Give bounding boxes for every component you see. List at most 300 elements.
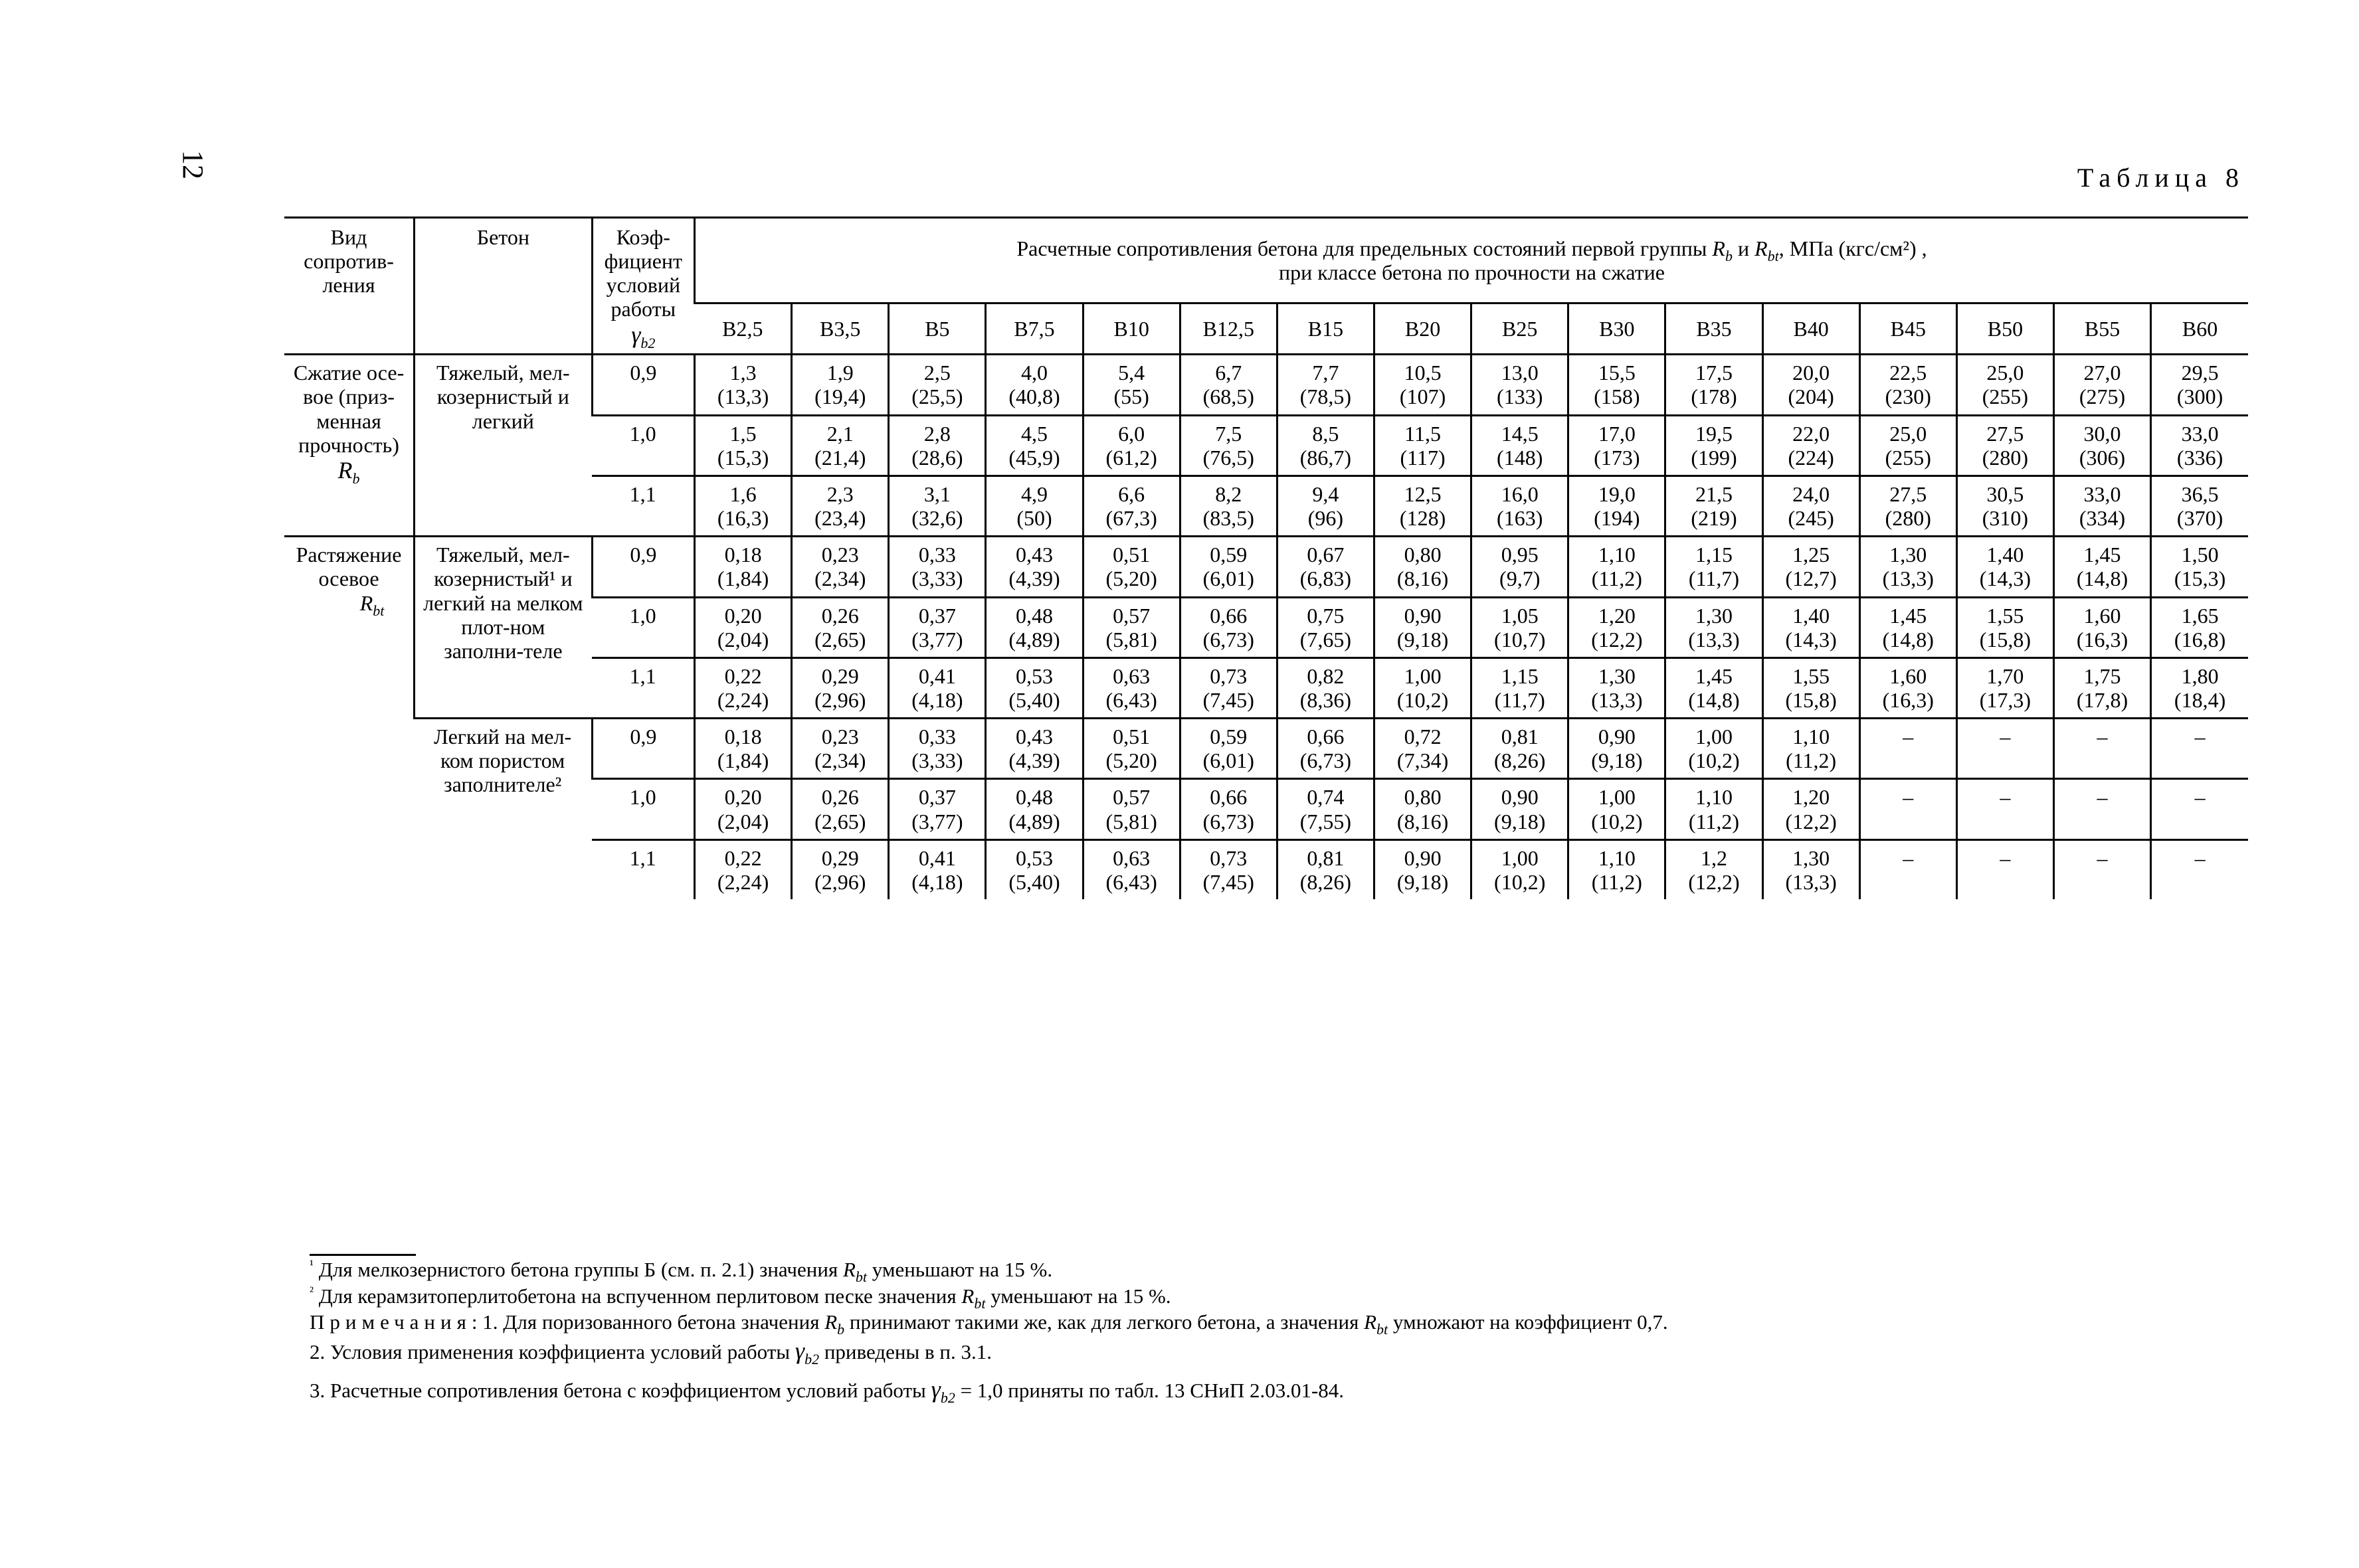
value-mpa: 3,1 bbox=[923, 481, 951, 506]
value-cell bbox=[1859, 537, 1956, 597]
value-mpa: 0,73 bbox=[1210, 663, 1248, 688]
value-cell bbox=[2151, 415, 2248, 476]
value-mpa: 1,10 bbox=[1598, 543, 1636, 567]
class-header-cell: B40 bbox=[1762, 303, 1859, 355]
value-mpa: 29,5 bbox=[2181, 361, 2219, 385]
class-header-cell: B45 bbox=[1859, 303, 1956, 355]
value-kgf: (50) bbox=[1016, 506, 1052, 531]
value-mpa: 1,3 bbox=[729, 361, 757, 385]
resistance-type-subscript: bt bbox=[373, 602, 385, 619]
value-mpa: 0,29 bbox=[821, 663, 859, 688]
value-cell bbox=[2151, 476, 2248, 536]
value-kgf: (40,8) bbox=[1008, 385, 1060, 409]
value-kgf: (8,16) bbox=[1396, 809, 1449, 833]
value-mpa: 0,66 bbox=[1307, 725, 1345, 749]
value-mpa: 0,80 bbox=[1404, 785, 1442, 810]
class-header-cell: B50 bbox=[1956, 303, 2053, 355]
value-cell bbox=[1762, 355, 1859, 415]
header-resistance-type: Вид сопротив-ления bbox=[284, 218, 415, 355]
value-kgf: (173) bbox=[1594, 445, 1640, 470]
value-kgf: (19,4) bbox=[814, 385, 866, 409]
value-kgf: (67,3) bbox=[1105, 506, 1157, 531]
value-mpa: 5,4 bbox=[1118, 361, 1145, 385]
value-mpa: 0,22 bbox=[724, 845, 762, 870]
value-mpa: 1,45 bbox=[2083, 543, 2121, 567]
table-caption: Таблица 8 bbox=[2077, 163, 2245, 193]
span-title-text: Расчетные сопротивления бетона для предельных состояний первой группы bbox=[1016, 236, 1713, 260]
rbt-subscript: bt bbox=[1767, 247, 1779, 264]
value-cell bbox=[1083, 597, 1180, 657]
value-mpa: 1,40 bbox=[1986, 543, 2024, 567]
value-mpa: 24,0 bbox=[1792, 481, 1830, 506]
value-cell bbox=[695, 476, 792, 536]
value-cell bbox=[1083, 537, 1180, 597]
value-cell bbox=[1180, 355, 1277, 415]
value-cell bbox=[1568, 839, 1665, 899]
value-kgf: (158) bbox=[1594, 385, 1640, 409]
value-cell bbox=[1471, 537, 1568, 597]
value-kgf: (133) bbox=[1497, 385, 1543, 409]
value-mpa: 0,43 bbox=[1016, 543, 1053, 567]
value-mpa: 0,75 bbox=[1307, 603, 1345, 628]
value-mpa: 2,5 bbox=[923, 361, 951, 385]
value-kgf: (17,3) bbox=[1979, 688, 2031, 713]
value-kgf: (11,2) bbox=[1786, 748, 1837, 773]
value-mpa: 0,90 bbox=[1598, 725, 1636, 749]
value-mpa: 0,90 bbox=[1501, 785, 1539, 810]
value-cell bbox=[1665, 537, 1762, 597]
value-kgf: (3,77) bbox=[911, 627, 963, 652]
value-mpa: 0,18 bbox=[724, 543, 762, 567]
resistance-table-container bbox=[284, 217, 2248, 899]
value-mpa: 0,37 bbox=[918, 785, 956, 810]
value-kgf: (194) bbox=[1594, 506, 1640, 531]
value-mpa: 6,0 bbox=[1118, 421, 1145, 446]
value-cell bbox=[889, 476, 986, 536]
value-cell bbox=[1665, 657, 1762, 718]
footnote-1-subscript: bt bbox=[855, 1268, 868, 1285]
value-mpa: – bbox=[2194, 725, 2206, 749]
value-cell bbox=[1956, 537, 2053, 597]
value-cell bbox=[2053, 476, 2150, 536]
page-number: 12 bbox=[177, 150, 209, 179]
value-kgf: (5,40) bbox=[1008, 688, 1060, 713]
value-kgf: (15,3) bbox=[717, 445, 769, 470]
value-kgf: (55) bbox=[1113, 385, 1149, 409]
value-cell bbox=[1859, 839, 1956, 899]
class-header-cell: B7,5 bbox=[986, 303, 1083, 355]
value-mpa: 1,00 bbox=[1501, 845, 1539, 870]
class-header-cell: B12,5 bbox=[1180, 303, 1277, 355]
value-kgf: (8,26) bbox=[1299, 869, 1352, 894]
value-mpa: – bbox=[2000, 785, 2011, 810]
value-cell bbox=[1568, 719, 1665, 779]
value-cell bbox=[1568, 355, 1665, 415]
class-header-cell: B25 bbox=[1471, 303, 1568, 355]
value-cell bbox=[792, 537, 889, 597]
value-kgf: (15,8) bbox=[1979, 627, 2031, 652]
value-mpa: 9,4 bbox=[1312, 481, 1339, 506]
value-kgf: (1,84) bbox=[717, 566, 769, 591]
value-cell bbox=[1374, 537, 1471, 597]
resistance-type-cell bbox=[284, 355, 415, 537]
value-cell bbox=[1665, 839, 1762, 899]
value-cell bbox=[1665, 597, 1762, 657]
resistance-type-text: Растяжение осевое bbox=[296, 543, 402, 591]
value-cell bbox=[2053, 597, 2150, 657]
concrete-type-cell: Легкий на мел-ком пористом заполнителе² bbox=[415, 719, 593, 899]
value-kgf: (13,3) bbox=[1688, 627, 1740, 652]
value-kgf: (5,20) bbox=[1105, 566, 1157, 591]
value-kgf: (8,16) bbox=[1396, 566, 1449, 591]
value-mpa: 1,40 bbox=[1792, 603, 1830, 628]
value-cell bbox=[792, 415, 889, 476]
value-kgf: (14,3) bbox=[1979, 566, 2031, 591]
value-mpa: 20,0 bbox=[1792, 361, 1830, 385]
value-cell bbox=[1083, 719, 1180, 779]
value-kgf: (5,81) bbox=[1105, 627, 1157, 652]
value-kgf: (12,2) bbox=[1785, 809, 1837, 833]
value-mpa: 17,0 bbox=[1598, 421, 1636, 446]
value-cell bbox=[695, 839, 792, 899]
resistance-type-text: Сжатие осе-вое (приз-менная прочность) bbox=[293, 361, 405, 457]
value-mpa: 27,5 bbox=[1889, 481, 1927, 506]
value-cell bbox=[1956, 355, 2053, 415]
value-kgf: (11,2) bbox=[1591, 869, 1642, 894]
value-cell bbox=[2053, 839, 2150, 899]
coefficient-cell: 0,9 bbox=[592, 537, 694, 597]
value-kgf: (15,3) bbox=[2174, 566, 2226, 591]
value-mpa: 1,50 bbox=[2181, 543, 2219, 567]
value-cell bbox=[1471, 839, 1568, 899]
value-cell bbox=[2053, 537, 2150, 597]
value-kgf: (8,36) bbox=[1299, 688, 1352, 713]
value-cell bbox=[986, 839, 1083, 899]
gamma-symbol: γ bbox=[631, 321, 641, 348]
value-mpa: 0,82 bbox=[1307, 663, 1345, 688]
class-header-cell: B20 bbox=[1374, 303, 1471, 355]
value-kgf: (2,65) bbox=[814, 809, 866, 833]
value-mpa: 0,48 bbox=[1016, 603, 1053, 628]
value-mpa: 0,66 bbox=[1210, 785, 1248, 810]
value-kgf: (25,5) bbox=[911, 385, 963, 409]
table-row bbox=[284, 537, 2248, 597]
value-mpa: 7,5 bbox=[1215, 421, 1242, 446]
value-mpa: – bbox=[2194, 845, 2206, 870]
value-mpa: 1,2 bbox=[1700, 845, 1727, 870]
value-kgf: (7,45) bbox=[1202, 869, 1254, 894]
value-mpa: 19,5 bbox=[1695, 421, 1733, 446]
value-kgf: (11,2) bbox=[1688, 809, 1740, 833]
value-cell bbox=[1083, 415, 1180, 476]
value-cell bbox=[1083, 839, 1180, 899]
value-cell bbox=[1277, 476, 1374, 536]
value-kgf: (10,2) bbox=[1591, 809, 1643, 833]
value-mpa: 1,00 bbox=[1404, 663, 1442, 688]
value-kgf: (178) bbox=[1691, 385, 1737, 409]
value-mpa: – bbox=[2000, 845, 2011, 870]
value-mpa: 1,45 bbox=[1889, 603, 1927, 628]
value-mpa: 0,59 bbox=[1210, 543, 1248, 567]
value-mpa: 0,20 bbox=[724, 603, 762, 628]
value-mpa: 1,30 bbox=[1598, 663, 1636, 688]
value-cell bbox=[1956, 415, 2053, 476]
value-cell bbox=[1665, 719, 1762, 779]
coefficient-cell: 0,9 bbox=[592, 719, 694, 779]
value-mpa: 2,8 bbox=[923, 421, 951, 446]
rb-symbol: R bbox=[1712, 236, 1725, 260]
value-kgf: (12,7) bbox=[1785, 566, 1837, 591]
value-mpa: 0,48 bbox=[1016, 785, 1053, 810]
value-mpa: 1,80 bbox=[2181, 663, 2219, 688]
value-kgf: (16,8) bbox=[2174, 627, 2226, 652]
value-cell bbox=[1859, 597, 1956, 657]
value-cell bbox=[986, 597, 1083, 657]
span-and: и bbox=[1732, 236, 1755, 260]
value-cell bbox=[792, 839, 889, 899]
value-cell bbox=[889, 597, 986, 657]
value-cell bbox=[1180, 537, 1277, 597]
value-kgf: (76,5) bbox=[1202, 445, 1254, 470]
value-kgf: (3,33) bbox=[911, 748, 963, 773]
value-kgf: (4,89) bbox=[1008, 809, 1060, 833]
value-mpa: 0,57 bbox=[1113, 785, 1151, 810]
value-cell bbox=[2053, 415, 2150, 476]
value-mpa: 1,60 bbox=[2083, 603, 2121, 628]
value-mpa: 16,0 bbox=[1501, 481, 1539, 506]
value-kgf: (61,2) bbox=[1105, 445, 1157, 470]
value-mpa: 0,90 bbox=[1404, 603, 1442, 628]
value-mpa: 0,81 bbox=[1307, 845, 1345, 870]
value-mpa: 0,22 bbox=[724, 663, 762, 688]
value-kgf: (83,5) bbox=[1202, 506, 1254, 531]
value-mpa: 0,26 bbox=[821, 603, 859, 628]
value-mpa: 0,51 bbox=[1113, 725, 1151, 749]
footnote-2-text-a: Для керамзитоперлитобетона на вспученном перлитовом песке значения bbox=[314, 1284, 962, 1308]
value-mpa: 0,63 bbox=[1113, 845, 1151, 870]
value-cell bbox=[1568, 657, 1665, 718]
value-kgf: (148) bbox=[1497, 445, 1543, 470]
value-mpa: 14,5 bbox=[1501, 421, 1539, 446]
value-cell bbox=[1471, 657, 1568, 718]
value-mpa: 2,1 bbox=[826, 421, 854, 446]
value-kgf: (306) bbox=[2079, 445, 2126, 470]
value-cell bbox=[695, 415, 792, 476]
value-cell bbox=[1471, 415, 1568, 476]
value-mpa: 1,65 bbox=[2181, 603, 2219, 628]
value-kgf: (10,2) bbox=[1494, 869, 1546, 894]
footnote-rule bbox=[310, 1254, 416, 1256]
value-cell bbox=[1956, 476, 2053, 536]
value-mpa: 8,2 bbox=[1215, 481, 1242, 506]
value-mpa: 0,43 bbox=[1016, 725, 1053, 749]
header-coefficient bbox=[592, 218, 694, 355]
note-3-gamma: γ bbox=[931, 1376, 941, 1403]
value-kgf: (4,18) bbox=[911, 688, 963, 713]
value-cell bbox=[1762, 476, 1859, 536]
coefficient-cell: 1,0 bbox=[592, 415, 694, 476]
value-kgf: (32,6) bbox=[911, 506, 963, 531]
footnotes bbox=[310, 1257, 2203, 1405]
value-mpa: 2,3 bbox=[826, 481, 854, 506]
value-cell bbox=[1180, 839, 1277, 899]
value-cell bbox=[1277, 839, 1374, 899]
value-kgf: (107) bbox=[1399, 385, 1446, 409]
value-cell bbox=[695, 779, 792, 839]
value-mpa: – bbox=[2194, 785, 2206, 810]
value-mpa: 1,30 bbox=[1889, 543, 1927, 567]
value-kgf: (2,04) bbox=[717, 627, 769, 652]
value-cell bbox=[1568, 537, 1665, 597]
value-cell bbox=[695, 657, 792, 718]
value-mpa: 0,53 bbox=[1016, 845, 1053, 870]
value-cell bbox=[1859, 657, 1956, 718]
value-kgf: (2,34) bbox=[814, 748, 866, 773]
value-mpa: 1,6 bbox=[729, 481, 757, 506]
value-kgf: (199) bbox=[1691, 445, 1737, 470]
table-row bbox=[284, 355, 2248, 415]
value-cell bbox=[792, 476, 889, 536]
value-kgf: (1,84) bbox=[717, 748, 769, 773]
class-header-cell: B15 bbox=[1277, 303, 1374, 355]
value-mpa: 1,30 bbox=[1792, 845, 1830, 870]
value-kgf: (224) bbox=[1788, 445, 1834, 470]
value-mpa: 1,10 bbox=[1695, 785, 1733, 810]
value-kgf: (2,24) bbox=[717, 869, 769, 894]
value-cell bbox=[792, 779, 889, 839]
value-mpa: 30,5 bbox=[1986, 481, 2024, 506]
value-cell bbox=[1762, 597, 1859, 657]
value-cell bbox=[1762, 657, 1859, 718]
value-kgf: (117) bbox=[1400, 445, 1446, 470]
value-mpa: 36,5 bbox=[2181, 481, 2219, 506]
value-kgf: (2,34) bbox=[814, 566, 866, 591]
value-cell bbox=[695, 719, 792, 779]
header-concrete: Бетон bbox=[415, 218, 593, 355]
value-cell bbox=[792, 657, 889, 718]
value-mpa: 1,55 bbox=[1986, 603, 2024, 628]
note-1-symbol-1: R bbox=[824, 1310, 838, 1334]
value-cell bbox=[1956, 779, 2053, 839]
class-header-cell: B55 bbox=[2053, 303, 2150, 355]
value-kgf: (10,2) bbox=[1688, 748, 1740, 773]
value-kgf: (12,2) bbox=[1591, 627, 1643, 652]
footnote-1-mark: ¹ bbox=[310, 1257, 314, 1272]
value-cell bbox=[1277, 719, 1374, 779]
class-header-cell: B2,5 bbox=[695, 303, 792, 355]
value-kgf: (14,3) bbox=[1785, 627, 1837, 652]
footnote-2-subscript: bt bbox=[974, 1294, 986, 1312]
value-kgf: (6,43) bbox=[1105, 869, 1157, 894]
gamma-subscript: b2 bbox=[640, 334, 656, 351]
value-cell bbox=[986, 415, 1083, 476]
value-cell bbox=[1568, 779, 1665, 839]
value-cell bbox=[889, 415, 986, 476]
value-kgf: (9,18) bbox=[1494, 809, 1546, 833]
value-mpa: 12,5 bbox=[1404, 481, 1442, 506]
value-cell bbox=[1083, 476, 1180, 536]
value-mpa: – bbox=[1903, 845, 1914, 870]
value-kgf: (4,18) bbox=[911, 869, 963, 894]
value-mpa: 1,55 bbox=[1792, 663, 1830, 688]
value-mpa: 0,23 bbox=[821, 543, 859, 567]
value-mpa: 1,60 bbox=[1889, 663, 1927, 688]
value-mpa: 33,0 bbox=[2181, 421, 2219, 446]
value-cell bbox=[889, 839, 986, 899]
coefficient-cell: 1,1 bbox=[592, 657, 694, 718]
value-cell bbox=[1762, 415, 1859, 476]
value-kgf: (5,20) bbox=[1105, 748, 1157, 773]
value-mpa: 11,5 bbox=[1404, 421, 1441, 446]
value-kgf: (13,3) bbox=[1882, 566, 1934, 591]
value-mpa: 0,59 bbox=[1210, 725, 1248, 749]
value-kgf: (15,8) bbox=[1785, 688, 1837, 713]
value-mpa: 33,0 bbox=[2083, 481, 2121, 506]
value-kgf: (13,3) bbox=[1785, 869, 1837, 894]
resistance-type-symbol: R bbox=[337, 456, 353, 483]
value-kgf: (6,73) bbox=[1202, 627, 1254, 652]
note-1-subscript-2: bt bbox=[1376, 1321, 1388, 1338]
value-kgf: (28,6) bbox=[911, 445, 963, 470]
value-cell bbox=[1665, 779, 1762, 839]
value-cell bbox=[1180, 657, 1277, 718]
header-span-title bbox=[695, 218, 2248, 304]
value-mpa: 1,10 bbox=[1598, 845, 1636, 870]
value-kgf: (4,89) bbox=[1008, 627, 1060, 652]
value-kgf: (334) bbox=[2079, 506, 2126, 531]
value-kgf: (4,39) bbox=[1008, 748, 1060, 773]
class-header-cell: B5 bbox=[889, 303, 986, 355]
value-mpa: 1,25 bbox=[1792, 543, 1830, 567]
value-kgf: (9,18) bbox=[1396, 627, 1449, 652]
value-cell bbox=[1374, 779, 1471, 839]
value-cell bbox=[986, 779, 1083, 839]
value-mpa: 1,20 bbox=[1792, 785, 1830, 810]
value-cell bbox=[1568, 597, 1665, 657]
concrete-type-cell: Тяжелый, мел-козернистый¹ и легкий на мелком плот-ном заполни-теле bbox=[415, 537, 593, 719]
value-mpa: 21,5 bbox=[1695, 481, 1733, 506]
value-mpa: 1,00 bbox=[1598, 785, 1636, 810]
footnote-1-symbol: R bbox=[842, 1258, 856, 1281]
value-mpa: 17,5 bbox=[1695, 361, 1733, 385]
value-kgf: (3,33) bbox=[911, 566, 963, 591]
span-unit: , МПа (кгс/см²) , bbox=[1778, 236, 1927, 260]
value-kgf: (2,96) bbox=[814, 688, 866, 713]
value-mpa: 1,45 bbox=[1695, 663, 1733, 688]
value-cell bbox=[1471, 476, 1568, 536]
value-mpa: 7,7 bbox=[1312, 361, 1339, 385]
value-cell bbox=[1277, 537, 1374, 597]
value-kgf: (8,26) bbox=[1494, 748, 1546, 773]
value-cell bbox=[986, 657, 1083, 718]
notes-label: Примечания bbox=[310, 1310, 472, 1334]
value-kgf: (45,9) bbox=[1008, 445, 1060, 470]
value-mpa: 1,10 bbox=[1792, 725, 1830, 749]
resistance-type-cell bbox=[284, 537, 415, 899]
value-mpa: – bbox=[1903, 785, 1914, 810]
header-coefficient-label: Коэф-фициент условий работы bbox=[604, 225, 683, 321]
value-kgf: (280) bbox=[1982, 445, 2029, 470]
value-mpa: 13,0 bbox=[1501, 361, 1539, 385]
value-cell bbox=[2151, 355, 2248, 415]
value-kgf: (14,8) bbox=[2076, 566, 2128, 591]
value-cell bbox=[986, 476, 1083, 536]
value-kgf: (9,18) bbox=[1396, 869, 1449, 894]
value-cell bbox=[1277, 597, 1374, 657]
value-mpa: 1,05 bbox=[1501, 603, 1539, 628]
value-mpa: 0,23 bbox=[821, 725, 859, 749]
value-cell bbox=[1471, 719, 1568, 779]
